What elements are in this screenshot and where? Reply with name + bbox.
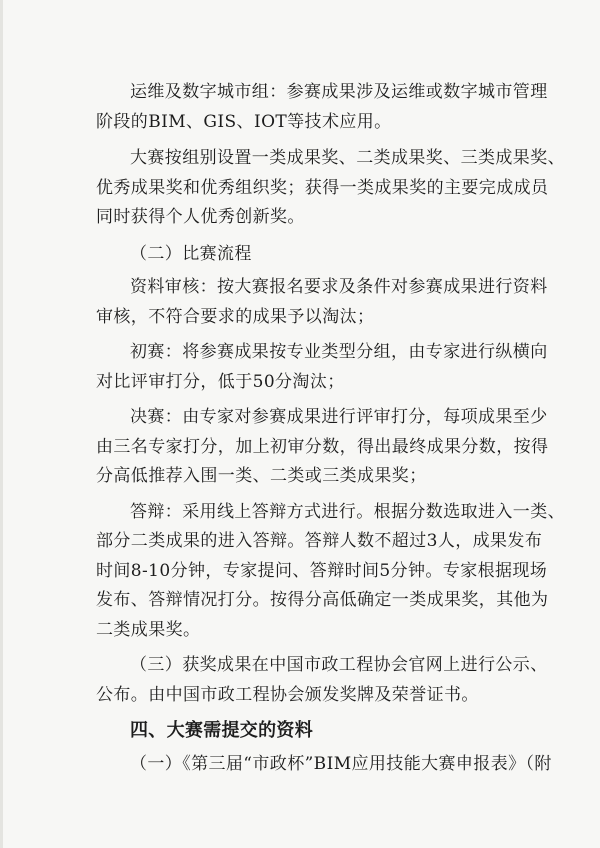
paragraph-line: 公布。由中国市政工程协会颁发奖牌及荣誉证书。	[96, 684, 479, 705]
paragraph-line: 发布、答辩情况打分。按得分高低确定一类成果奖，其他为	[96, 590, 549, 610]
paragraph-line: 时间8-10分钟，专家提问、答辩时间5分钟。专家根据现场	[96, 560, 548, 581]
paragraph-line: 审核，不符合要求的成果予以淘汰；	[96, 306, 375, 327]
paragraph-line: 答辩：采用线上答辩方式进行。根据分数选取进入一类、	[130, 501, 565, 522]
paragraph-line: （三）获奖成果在中国市政工程协会官网上进行公示、	[130, 655, 548, 675]
paragraph-line: 初赛：将参赛成果按专业类型分组，由专家进行纵横向	[130, 342, 548, 362]
subsection-title: （二）比赛流程	[130, 243, 252, 264]
paragraph-line: 对比评审打分，低于50分淘汰；	[96, 371, 345, 392]
paragraph-line: 运维及数字城市组：参赛成果涉及运维或数字城市管理	[130, 82, 548, 102]
paragraph-line: 同时获得个人优秀创新奖。	[96, 207, 305, 227]
paragraph-line: 部分二类成果的进入答辩。答辩人数不超过3人，成果发布	[96, 531, 543, 551]
scan-edge	[0, 0, 3, 848]
paragraph-line: 二类成果奖。	[96, 619, 201, 640]
section-heading: 四、大赛需提交的资料	[130, 720, 313, 741]
paragraph-line: 决赛：由专家对参赛成果进行评审打分，每项成果至少	[130, 407, 548, 427]
document-body	[96, 78, 565, 780]
paragraph-line: 优秀成果奖和优秀组织奖；获得一类成果奖的主要完成成员	[96, 177, 549, 198]
paragraph-line: 资料审核：按大赛报名要求及条件对参赛成果进行资料	[130, 277, 548, 297]
paragraph-line: 由三名专家打分，加上初审分数，得出最终成果分数，按得	[96, 436, 549, 457]
paragraph-line: 分高低推荐入围一类、二类或三类成果奖；	[96, 466, 427, 486]
paragraph-line: （一）《第三届“市政杯”BIM应用技能大赛申报表》（附	[130, 754, 552, 774]
paragraph-line: 大赛按组别设置一类成果奖、二类成果奖、三类成果奖、	[130, 148, 565, 168]
paragraph-line: 阶段的BIM、GIS、IOT等技术应用。	[96, 111, 392, 132]
